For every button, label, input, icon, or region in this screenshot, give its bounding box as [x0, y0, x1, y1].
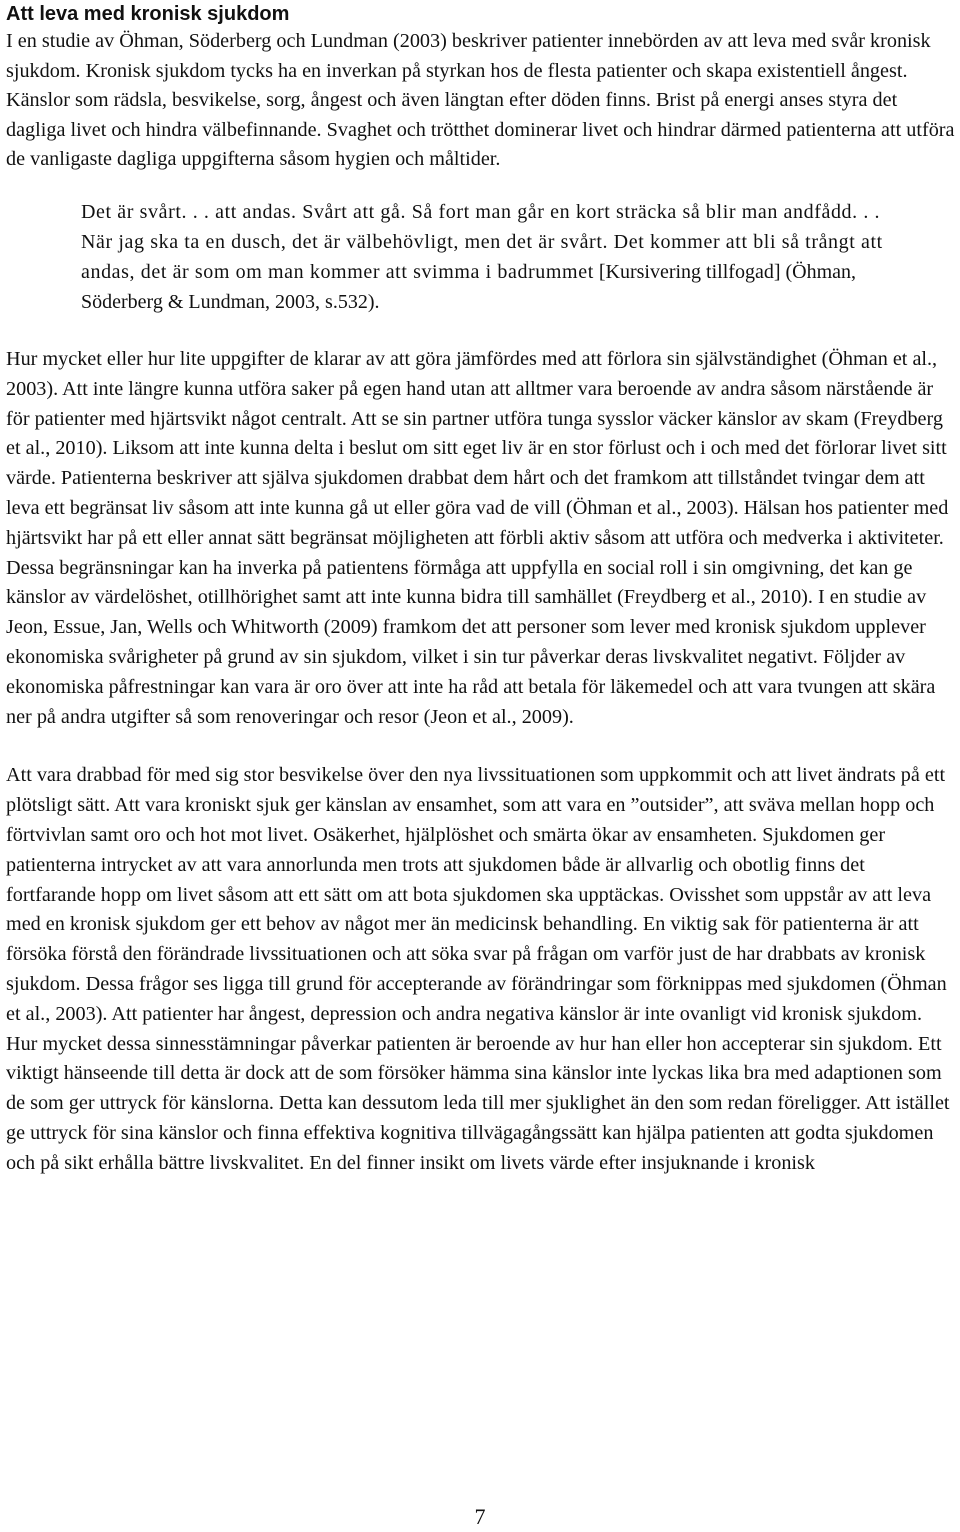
quote-text: Det är svårt. . . att andas. Svårt att gå. Så fort man går en kort sträcka så blir man andfådd. . . När jag ska ta en dusch, det är välbehövligt, men det är svårt. Det kommer att bli så trångt att andas, det är som om man kommer att svimma i badrummet [81, 200, 883, 283]
document-page [6, 0, 956, 1178]
section-heading: Att leva med kronisk sjukdom [6, 3, 290, 25]
body-paragraph-3: Att vara drabbad för med sig stor besvikelse över den nya livssituationen som uppkommit och att livet ändrats på ett plötsligt sätt. Att vara kroniskt sjuk ger känslan av ensamhet, som att vara en ”outsider”, att sväva mellan hopp och förtvivlan samt oro och hot mot livet. Osäkerhet, hjälplöshet och smärta ökar av ensamheten. Sjukdomen ger patienterna intrycket av att vara annorlunda men trots att sjukdomen både är allvarlig och obotlig finns det fortfarande hopp om livet såsom att ett sätt om att bota sjukdomen ska upptäckas. Ovisshet som uppstår av att leva med en kronisk sjukdom ger ett behov av något mer än medicinsk behandling. En viktig sak för patienterna är att försöka förstå den förändrade livssituationen och att söka svar på frågan om varför just de har drabbats av kronisk sjukdom. Dessa frågor ses ligga till grund för accepterande av förändringar som förknippas med sjukdomen (Öhman et al., 2003). Att patienter har ångest, depression och andra negativa känslor är inte ovanligt vid kronisk sjukdom. Hur mycket dessa sinnesstämningar påverkar patienten är beroende av hur han eller hon accepterar sin sjukdom. Ett viktigt hänseende till detta är dock att de som försöker hämma sina känslor inte lyckas lika bra med adaptionen som de som ger uttryck för känslorna. Detta kan dessutom leda till mer sjuklighet än den som redan föreligger. Att istället ge uttryck för sina känslor och finna effektiva kognitiva tillvägagångssätt kan hjälpa patienten att godta sjukdomen och på sikt erhålla bättre livskvalitet. En del finner insikt om livets värde efter insjuknande i kronisk [6, 764, 950, 1174]
block-quote [6, 197, 956, 317]
body-paragraph-2: Hur mycket eller hur lite uppgifter de klarar av att göra jämfördes med att förlora sin självständighet (Öhman et al., 2003). Att inte längre kunna utföra saker på egen hand utan att alltmer vara beroende av andra såsom närstående är för patienter med hjärtsvikt något centralt. Att se sin partner utföra tunga sysslor väcker känslor av skam (Freydberg et al., 2010). Liksom att inte kunna delta i beslut om sitt eget liv är en stor förlust och i och med det förlorar livet sitt värde. Patienterna beskriver att själva sjukdomen drabbat dem hårt och det framkom att tillståndet tvingar dem att leva ett begränsat liv såsom att inte kunna gå ut eller göra vad de vill (Öhman et al., 2003). Hälsan hos patienter med hjärtsvikt har på ett eller annat sätt begränsat möjligheten att förbli aktiv såsom att utföra och medverka i aktiviteter. Dessa begränsningar kan ha inverka på patientens förmåga att uppfylla en social roll i sin omgivning, det kan ge känslor av värdelöshet, otillhörighet samt att inte kunna bidra till samhället (Freydberg et al., 2010). I en studie av Jeon, Essue, Jan, Wells och Whitworth (2009) framkom det att personer som lever med kronisk sjukdom upplever ekonomiska svårigheter på grund av sin sjukdom, vilket i sin tur påverkar deras livskvalitet negativt. Följder av ekonomiska påfrestningar kan vara är oro över att inte ha råd att betala för läkemedel och att vara tvungen att skära ner på andra utgifter så som renoveringar och resor (Jeon et al., 2009). [6, 347, 949, 728]
intro-paragraph: I en studie av Öhman, Söderberg och Lundman (2003) beskriver patienter innebörden av att leva med svår kronisk sjukdom. Kronisk sjukdom tycks ha en inverkan på styrkan hos de flesta patienter och skapa existentiell ångest. Känslor som rädsla, besvikelse, sorg, ångest och även längtan efter döden finns. Brist på energi anses styra det dagliga livet och hindra välbefinnande. Svaghet och trötthet dominerar livet och hindrar därmed patienterna att utföra de vanligaste dagliga uppgifterna såsom hygien och måltider. [6, 30, 955, 171]
quote-citation: [Kursivering tillfogad] (Öhman, Söderberg & Lundman, 2003, s.532). [81, 260, 857, 313]
page-number: 7 [474, 1504, 486, 1529]
